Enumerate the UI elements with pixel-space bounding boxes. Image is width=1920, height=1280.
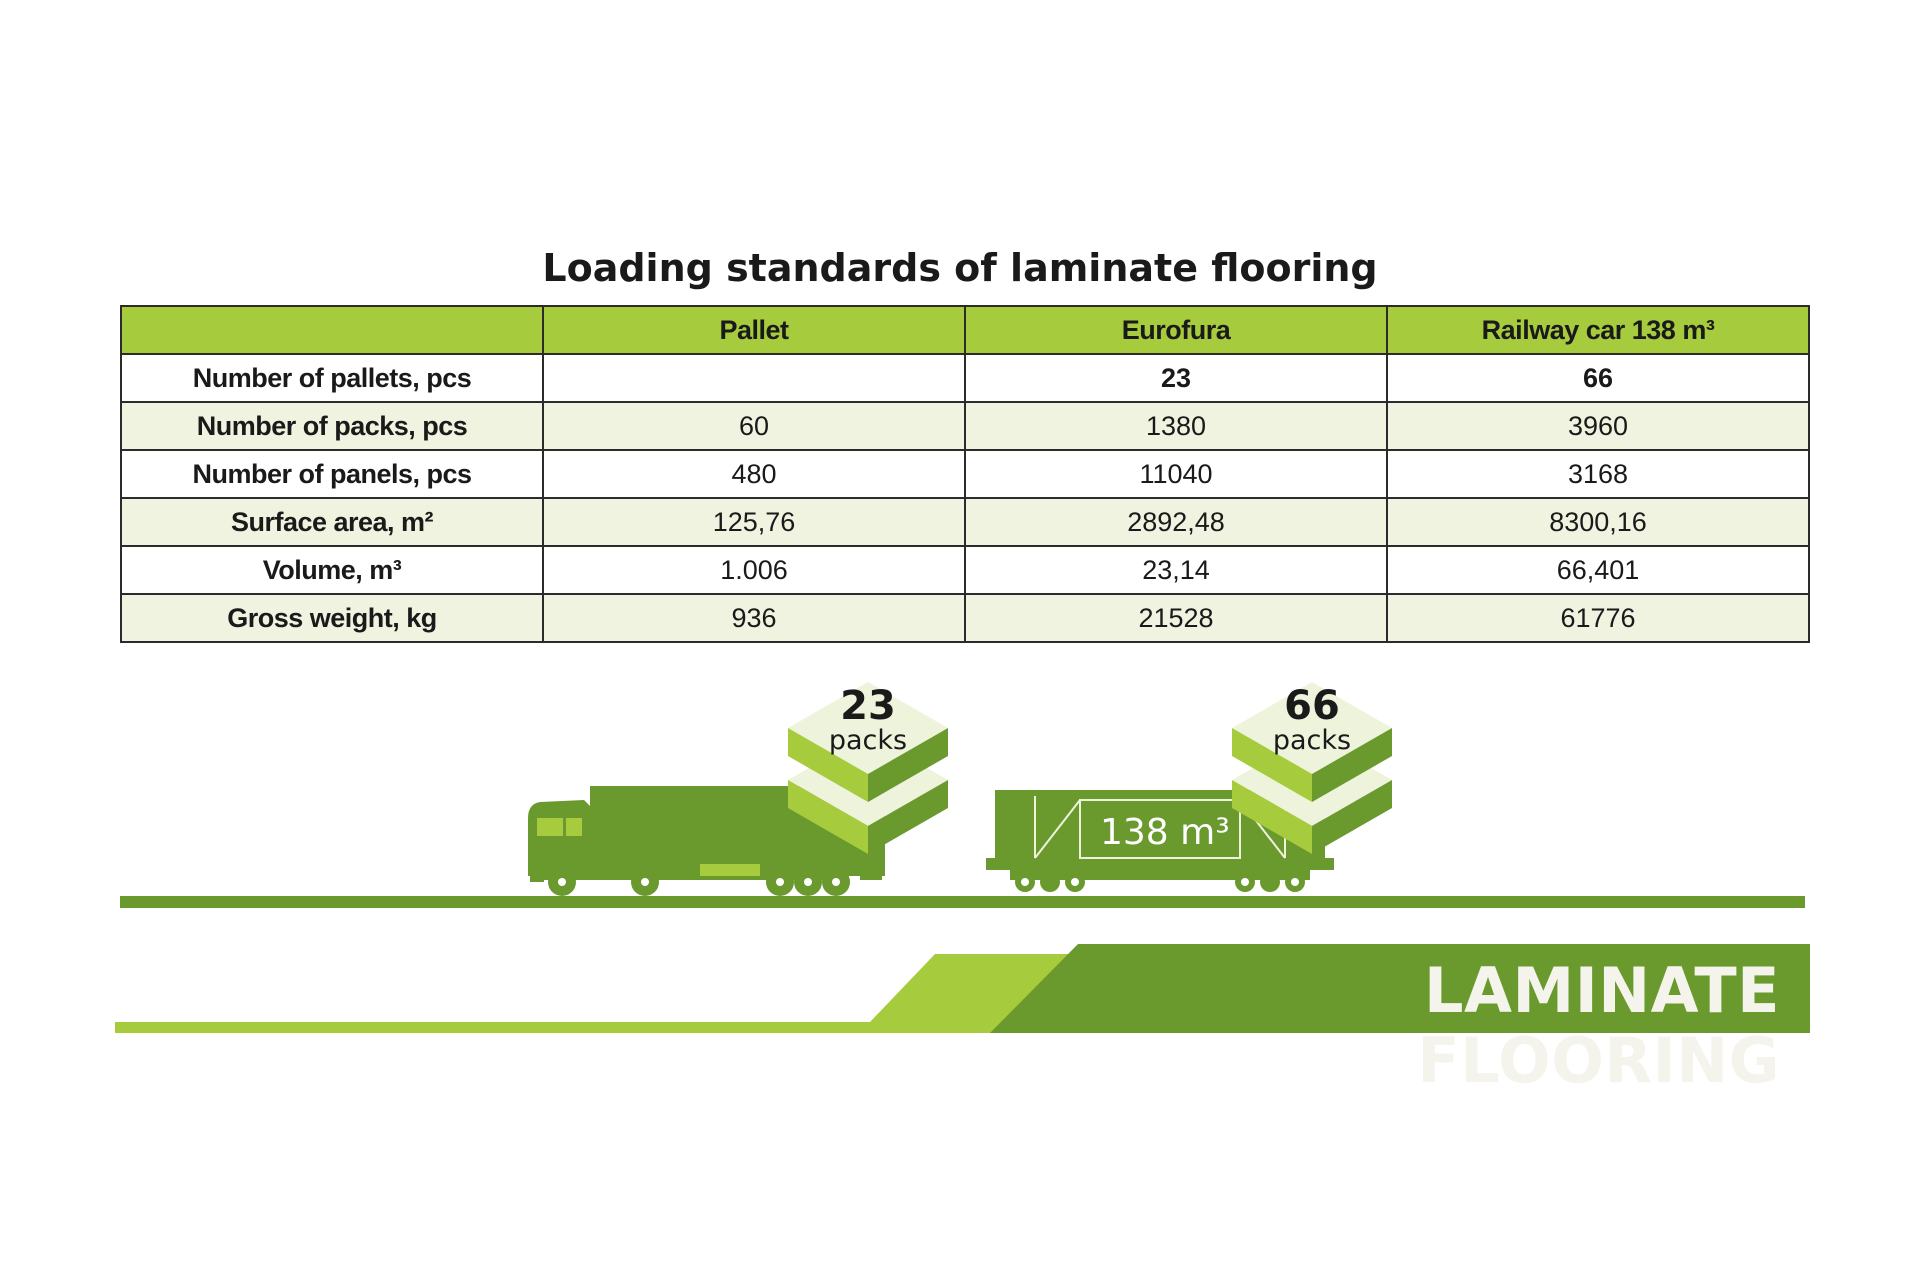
railcar-volume-label: 138 m³: [1100, 812, 1230, 853]
railcar-pack-unit: packs: [1272, 725, 1352, 756]
truck-pack-unit: packs: [828, 725, 908, 756]
cell-eurofura: 21528: [965, 594, 1387, 642]
railcar-pack-count: 66: [1284, 683, 1340, 729]
cell-pallet: 936: [543, 594, 965, 642]
railcar-pack-label: [1232, 683, 1392, 756]
cell-eurofura: 11040: [965, 450, 1387, 498]
cell-railway-car: 66,401: [1387, 546, 1809, 594]
row-label: Gross weight, kg: [121, 594, 543, 642]
cell-railway-car: 3168: [1387, 450, 1809, 498]
row-label: Surface area, m²: [121, 498, 543, 546]
truck-pack-count: 23: [840, 683, 896, 729]
cell-eurofura: 23,14: [965, 546, 1387, 594]
column-header-railway-car: Railway car 138 m³: [1387, 306, 1809, 354]
cell-eurofura: 23: [965, 354, 1387, 402]
truck-pack-label: [788, 683, 948, 756]
row-label: Volume, m³: [121, 546, 543, 594]
cell-railway-car: 8300,16: [1387, 498, 1809, 546]
cell-railway-car: 66: [1387, 354, 1809, 402]
cell-pallet: 1.006: [543, 546, 965, 594]
cell-eurofura: 1380: [965, 402, 1387, 450]
cell-eurofura: 2892,48: [965, 498, 1387, 546]
cell-pallet: 480: [543, 450, 965, 498]
cell-railway-car: 61776: [1387, 594, 1809, 642]
ground-line: [120, 896, 1805, 908]
banner-title: LAMINATE FLOORING: [1417, 954, 1780, 1097]
row-label: Number of pallets, pcs: [121, 354, 543, 402]
cell-pallet: 125,76: [543, 498, 965, 546]
column-header-eurofura: Eurofura: [965, 306, 1387, 354]
column-header-pallet: Pallet: [543, 306, 965, 354]
cell-railway-car: 3960: [1387, 402, 1809, 450]
cell-pallet: 60: [543, 402, 965, 450]
row-label: Number of packs, pcs: [121, 402, 543, 450]
page-title: Loading standards of laminate flooring: [542, 246, 1378, 290]
row-label: Number of panels, pcs: [121, 450, 543, 498]
